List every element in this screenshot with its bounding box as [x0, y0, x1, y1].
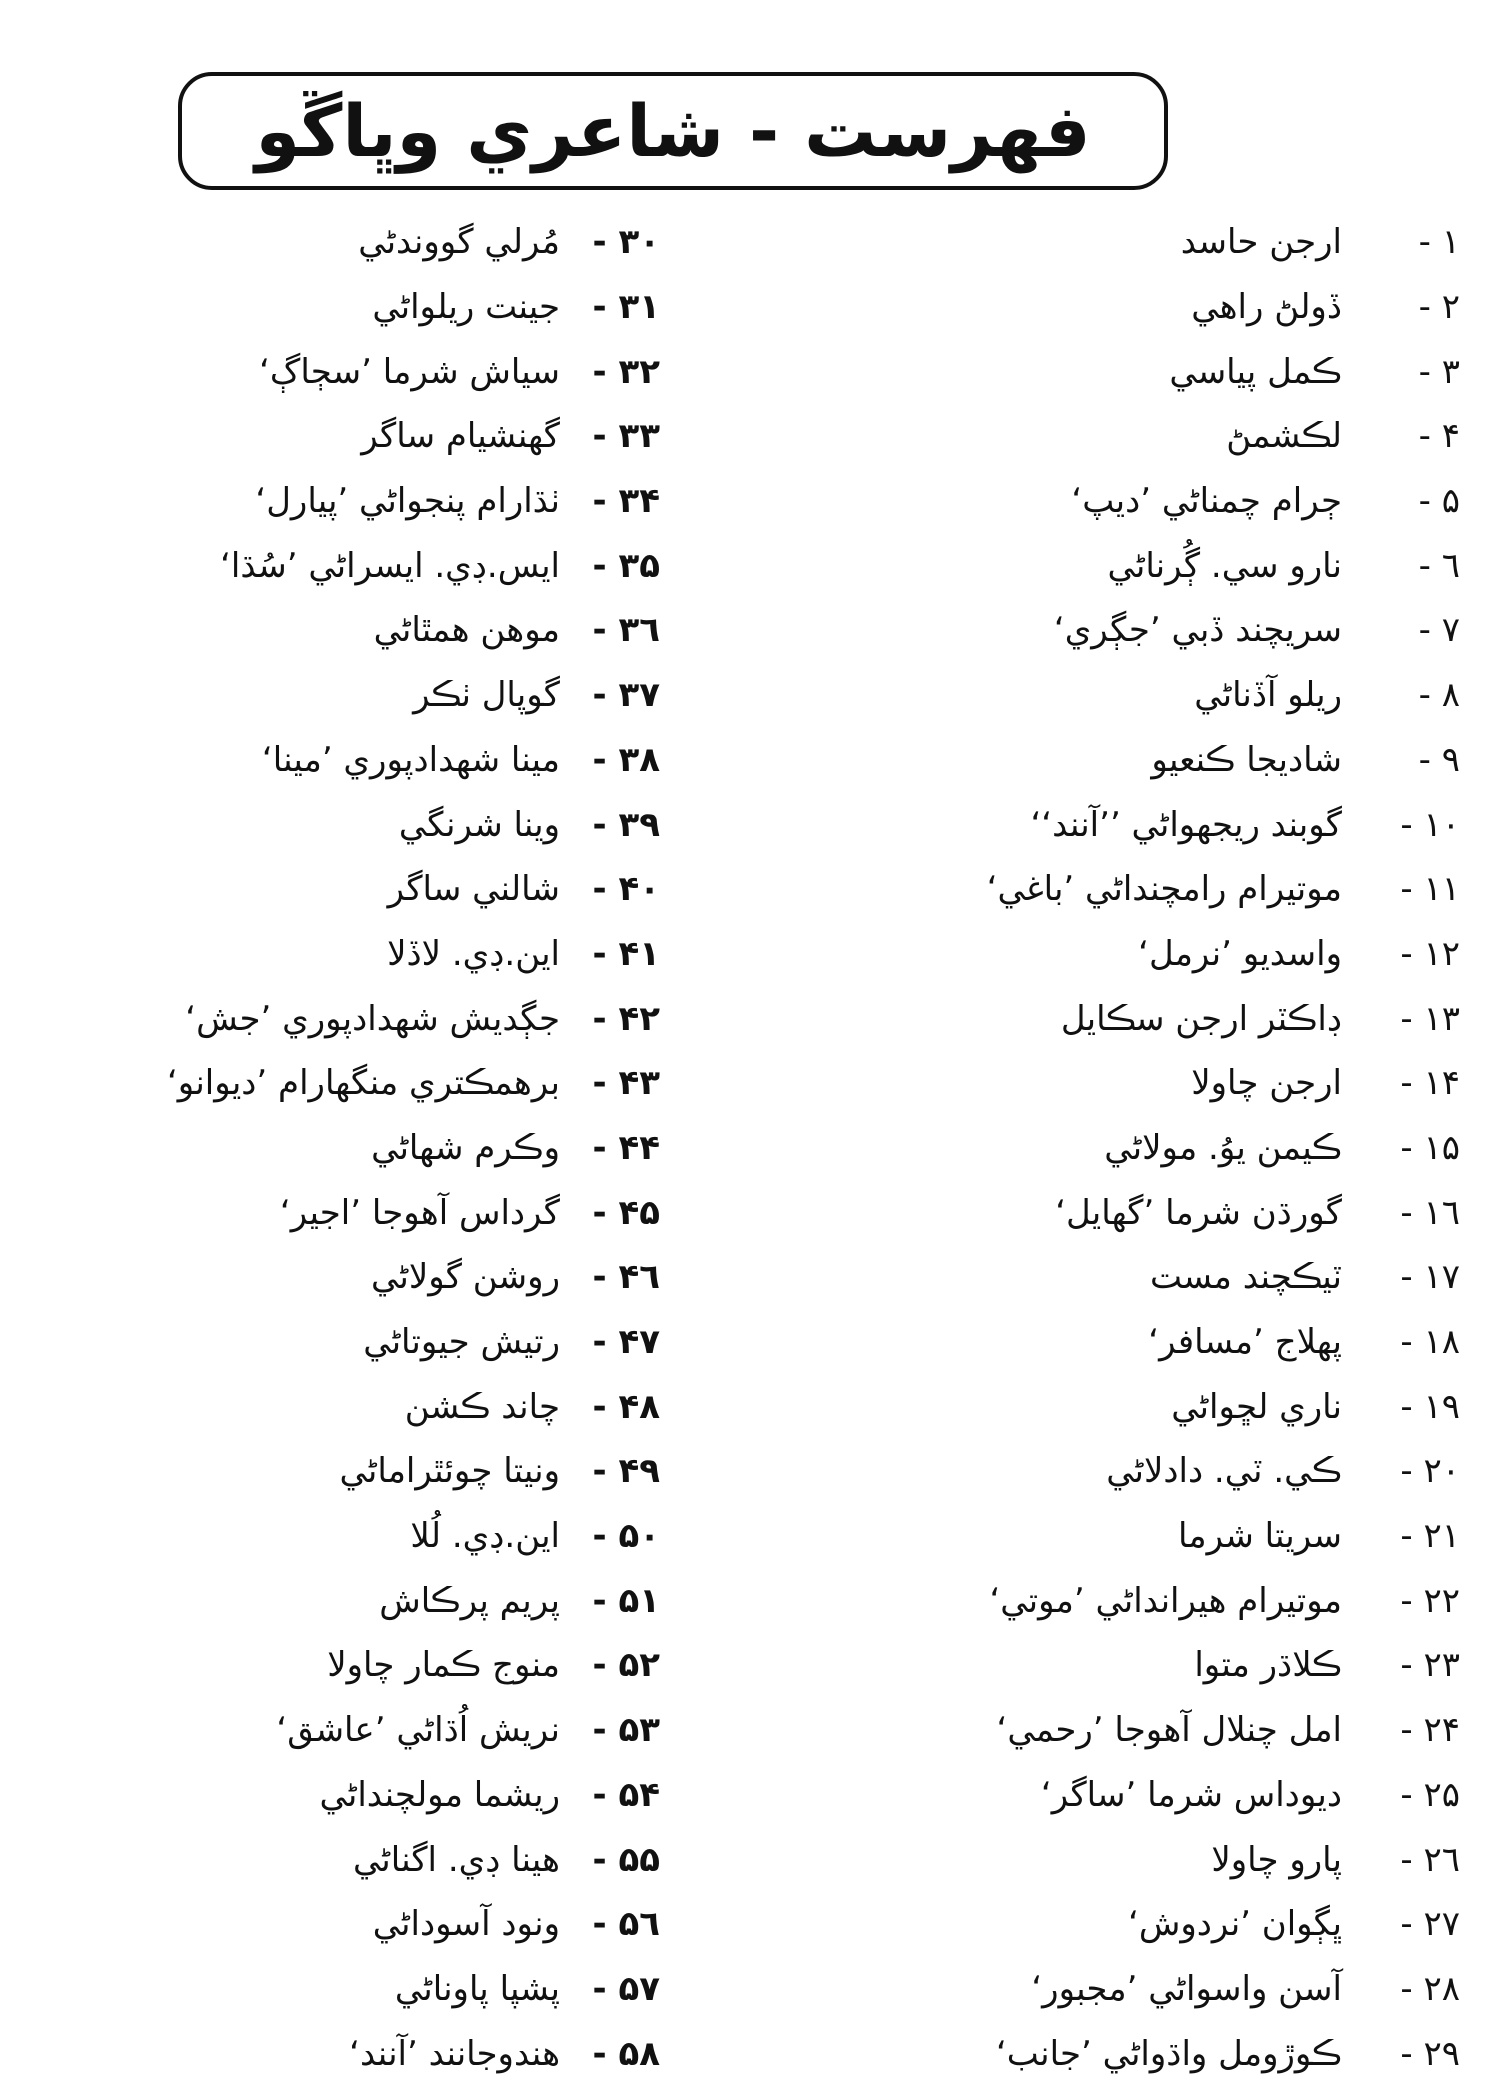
entry-poet-name: منوج ڪمار چاولا: [327, 1645, 560, 1686]
entry-number: ۴٦ -: [592, 1257, 660, 1298]
contents-entry: [770, 1698, 1460, 1763]
contents-entry: [20, 1892, 660, 1957]
entry-poet-name: وڪرم شهاڻي: [371, 1127, 560, 1168]
contents-list-right: [770, 210, 1460, 2086]
contents-entry: [770, 792, 1460, 857]
entry-poet-name: ونيتا چوئٿراماڻي: [339, 1451, 560, 1492]
contents-entry: [20, 469, 660, 534]
entry-number: ١٦ -: [1400, 1192, 1460, 1233]
contents-entry: [770, 1374, 1460, 1439]
contents-entry: [20, 986, 660, 1051]
entry-poet-name: شالني ساگر: [387, 869, 560, 910]
entry-poet-name: امل چنلال آهوجا ’رحمي‘: [996, 1710, 1342, 1751]
contents-entry: [770, 857, 1460, 922]
entry-number: ۵١ -: [592, 1580, 660, 1621]
contents-entry: [770, 1504, 1460, 1569]
page-title-box: [178, 72, 1168, 190]
contents-entry: [770, 1568, 1460, 1633]
entry-poet-name: ڪمل پياسي: [1169, 351, 1342, 392]
contents-entry: [20, 922, 660, 987]
entry-poet-name: چاند ڪشن: [404, 1386, 560, 1427]
entry-poet-name: ديوداس شرما ’ساگر‘: [1040, 1774, 1342, 1815]
contents-entry: [20, 1957, 660, 2022]
entry-poet-name: ٺڌارام پنجواڻي ’پيارل‘: [255, 481, 560, 522]
entry-number: ١۵ -: [1400, 1127, 1460, 1168]
entry-number: ۵۵ -: [592, 1839, 660, 1880]
contents-entry: [20, 1698, 660, 1763]
entry-poet-name: موتيرام رامچنداڻي ’باغي‘: [986, 869, 1342, 910]
entry-number: ۴٧ -: [592, 1322, 660, 1363]
entry-poet-name: گرداس آهوجا ’اجير‘: [279, 1192, 560, 1233]
entry-number: ٢۴ -: [1400, 1710, 1460, 1751]
entry-poet-name: آسن واسواڻي ’مجبور‘: [1031, 1968, 1342, 2009]
entry-number: ١٩ -: [1400, 1386, 1460, 1427]
contents-entry: [20, 1504, 660, 1569]
entry-number: ٣۴ -: [592, 481, 660, 522]
contents-entry: [770, 1439, 1460, 1504]
entry-number: ٢٣ -: [1400, 1645, 1460, 1686]
contents-entry: [770, 1051, 1460, 1116]
entry-number: ٢١ -: [1400, 1516, 1460, 1557]
entry-poet-name: نريش اُڌاڻي ’عاشق‘: [276, 1710, 560, 1751]
contents-entry: [770, 1763, 1460, 1828]
contents-entry: [770, 1116, 1460, 1181]
entry-number: ۴٢ -: [592, 998, 660, 1039]
entry-number: ۴٨ -: [592, 1386, 660, 1427]
contents-entry: [770, 663, 1460, 728]
entry-poet-name: گورڌن شرما ’گهايل‘: [1055, 1192, 1342, 1233]
entry-poet-name: اين.ڊي. لُلا: [410, 1516, 560, 1557]
contents-entry: [20, 275, 660, 340]
contents-entry: [20, 1568, 660, 1633]
entry-poet-name: ڪيمن يوُ. مولاڻي: [1104, 1127, 1342, 1168]
entry-number: ٩ -: [1418, 739, 1460, 780]
entry-poet-name: ونود آسوداڻي: [372, 1904, 560, 1945]
contents-entry: [770, 210, 1460, 275]
contents-entry: [770, 275, 1460, 340]
entry-poet-name: ڀڳوان ’نردوش‘: [1128, 1904, 1342, 1945]
contents-entry: [770, 1633, 1460, 1698]
contents-entry: [770, 1892, 1460, 1957]
entry-number: ۵٨ -: [592, 2033, 660, 2074]
entry-poet-name: ٽيڪچند مست: [1149, 1257, 1342, 1298]
entry-number: ٧ -: [1418, 610, 1460, 651]
contents-entry: [770, 339, 1460, 404]
contents-entry: [770, 1310, 1460, 1375]
entry-poet-name: ارجن حاسد: [1180, 222, 1342, 263]
contents-entry: [770, 1180, 1460, 1245]
contents-entry: [20, 1310, 660, 1375]
entry-poet-name: ڪي. ٽي. دادلاڻي: [1106, 1451, 1342, 1492]
entry-poet-name: سياش شرما ’سڄاڳ‘: [259, 351, 560, 392]
contents-entry: [20, 339, 660, 404]
entry-poet-name: لڪشمڻ: [1226, 416, 1342, 457]
entry-number: ٢٨ -: [1400, 1968, 1460, 2009]
entry-poet-name: اين.ڊي. لاڏلا: [387, 933, 560, 974]
entry-number: ١٣ -: [1400, 998, 1460, 1039]
contents-entry: [20, 663, 660, 728]
entry-poet-name: ايس.ڊي. ايسراڻي ’سُڌا‘: [220, 545, 560, 586]
entry-number: ٣٢ -: [592, 351, 660, 392]
entry-poet-name: ڊاڪٽر ارجن سڪايل: [1060, 998, 1342, 1039]
entry-poet-name: ناري لڇواڻي: [1171, 1386, 1342, 1427]
entry-number: ١٧ -: [1400, 1257, 1460, 1298]
contents-entry: [770, 469, 1460, 534]
entry-poet-name: ڄرام چمناڻي ’ديپ‘: [1071, 481, 1342, 522]
entry-number: ٣٠ -: [592, 222, 660, 263]
entry-poet-name: وينا شرنگي: [398, 804, 560, 845]
contents-entry: [20, 2021, 660, 2086]
entry-number: ۵٣ -: [592, 1710, 660, 1751]
entry-number: ۵٢ -: [592, 1645, 660, 1686]
entry-poet-name: ريلو آڏناڻي: [1194, 675, 1342, 716]
entry-poet-name: مينا شهدادپوري ’مينا‘: [261, 739, 560, 780]
entry-number: ۴٣ -: [592, 1063, 660, 1104]
contents-entry: [20, 1374, 660, 1439]
entry-poet-name: سريتا شرما: [1178, 1516, 1342, 1557]
entry-number: ١٨ -: [1400, 1322, 1460, 1363]
entry-poet-name: گوپال ٺڪر: [413, 675, 560, 716]
entry-poet-name: پهلاج ’مسافر‘: [1148, 1322, 1342, 1363]
entry-number: ٣١ -: [592, 287, 660, 328]
entry-number: ٢ -: [1418, 287, 1460, 328]
entry-poet-name: موتيرام هيرانداڻي ’موتي‘: [989, 1580, 1342, 1621]
entry-poet-name: پارو چاولا: [1211, 1839, 1342, 1880]
contents-entry: [20, 598, 660, 663]
contents-list-left: [20, 210, 660, 2086]
entry-number: ٦ -: [1418, 545, 1460, 586]
entry-poet-name: سريچند ڏبي ’جڳري‘: [1053, 610, 1342, 651]
contents-entry: [20, 1245, 660, 1310]
contents-entry: [20, 1827, 660, 1892]
entry-number: ۴٩ -: [592, 1451, 660, 1492]
entry-poet-name: رتيش جيوتاڻي: [363, 1322, 560, 1363]
entry-number: ٣۵ -: [592, 545, 660, 586]
entry-number: ٢٦ -: [1400, 1839, 1460, 1880]
contents-entry: [20, 1439, 660, 1504]
entry-poet-name: پريم پرڪاش: [379, 1580, 560, 1621]
entry-number: ۵٧ -: [592, 1968, 660, 2009]
entry-number: ۴١ -: [592, 933, 660, 974]
entry-poet-name: هينا ڊي. اگناڻي: [352, 1839, 560, 1880]
entry-number: ٨ -: [1418, 675, 1460, 716]
contents-entry: [20, 1763, 660, 1828]
entry-poet-name: پشپا پاوناڻي: [394, 1968, 560, 2009]
contents-entry: [770, 404, 1460, 469]
contents-entry: [20, 792, 660, 857]
contents-entry: [20, 1116, 660, 1181]
entry-number: ۵۴ -: [592, 1774, 660, 1815]
contents-entry: [20, 404, 660, 469]
entry-poet-name: شاديجا ڪنعيو: [1151, 739, 1342, 780]
contents-entry: [20, 857, 660, 922]
entry-number: ٢٠ -: [1400, 1451, 1460, 1492]
entry-number: ۵ -: [1418, 481, 1460, 522]
contents-entry: [770, 2021, 1460, 2086]
contents-entry: [770, 1827, 1460, 1892]
entry-poet-name: گوبند ريجهواڻي ’’آنند‘‘: [1030, 804, 1342, 845]
entry-number: ۵٦ -: [592, 1904, 660, 1945]
entry-number: ٢۵ -: [1400, 1774, 1460, 1815]
contents-entry: [20, 1633, 660, 1698]
contents-entry: [770, 728, 1460, 793]
entry-poet-name: ارجن چاولا: [1191, 1063, 1342, 1104]
entry-number: ١٢ -: [1400, 933, 1460, 974]
entry-number: ١٠ -: [1400, 804, 1460, 845]
entry-poet-name: مُرلي گووندڻي: [358, 222, 560, 263]
entry-number: ٢٧ -: [1400, 1904, 1460, 1945]
entry-number: ١١ -: [1400, 869, 1460, 910]
entry-number: ۴٠ -: [592, 869, 660, 910]
entry-number: ٣ -: [1418, 351, 1460, 392]
entry-number: ٣٣ -: [592, 416, 660, 457]
contents-entry: [770, 598, 1460, 663]
entry-poet-name: جڳديش شهدادپوري ’جش‘: [185, 998, 560, 1039]
entry-poet-name: ڏولڻ راهي: [1191, 287, 1342, 328]
entry-poet-name: ڪلاڌر متوا: [1194, 1645, 1342, 1686]
contents-entry: [770, 986, 1460, 1051]
contents-entry: [20, 1180, 660, 1245]
entry-number: ٢٢ -: [1400, 1580, 1460, 1621]
contents-entry: [770, 1957, 1460, 2022]
entry-number: ٣٦ -: [592, 610, 660, 651]
page-title: فهرست - شاعري وڀاڱو: [255, 89, 1091, 173]
entry-poet-name: ڪوڙومل واڌواڻي ’جانب‘: [995, 2033, 1342, 2074]
entry-number: ۴ -: [1418, 416, 1460, 457]
contents-entry: [20, 533, 660, 598]
contents-entry: [20, 210, 660, 275]
entry-number: ۴۴ -: [592, 1127, 660, 1168]
contents-entry: [20, 1051, 660, 1116]
entry-poet-name: موهن همٿاڻي: [373, 610, 560, 651]
entry-poet-name: ريشما مولچنداڻي: [319, 1774, 560, 1815]
contents-entry: [770, 922, 1460, 987]
entry-poet-name: جينت ريلواڻي: [372, 287, 560, 328]
entry-number: ٣٨ -: [592, 739, 660, 780]
entry-number: ۵٠ -: [592, 1516, 660, 1557]
contents-entry: [20, 728, 660, 793]
entry-poet-name: نارو سي. ڳُرناڻي: [1107, 545, 1342, 586]
entry-poet-name: گهنشيام ساگر: [361, 416, 560, 457]
entry-number: ۴۵ -: [592, 1192, 660, 1233]
entry-poet-name: برهمڪتري منگهارام ’ديوانو‘: [166, 1063, 560, 1104]
contents-entry: [770, 1245, 1460, 1310]
entry-number: ١۴ -: [1400, 1063, 1460, 1104]
entry-number: ٢٩ -: [1400, 2033, 1460, 2074]
entry-number: ٣٩ -: [592, 804, 660, 845]
entry-poet-name: روشن گولاڻي: [371, 1257, 560, 1298]
entry-number: ١ -: [1418, 222, 1460, 263]
entry-poet-name: واسديو ’نرمل‘: [1138, 933, 1342, 974]
entry-poet-name: هندوجانند ’آنند‘: [349, 2033, 560, 2074]
contents-entry: [770, 533, 1460, 598]
entry-number: ٣٧ -: [592, 675, 660, 716]
